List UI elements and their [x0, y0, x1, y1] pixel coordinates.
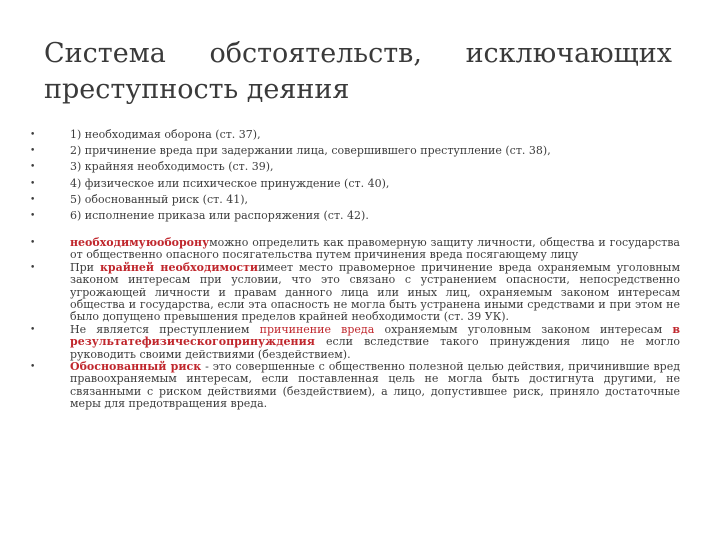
definition-defense — [30, 237, 680, 262]
circumstances-list — [30, 127, 680, 224]
list-item — [30, 192, 680, 208]
list-item-text: 2) причинение вреда при задержании лица, совершившего преступление (ст. 38), — [70, 144, 551, 158]
list-item-text: 1) необходимая оборона (ст. 37), — [70, 128, 261, 141]
list-item-text: 6) исполнение приказа или распоряжения (ст. 42). — [70, 209, 369, 223]
bullet-icon: • — [30, 362, 36, 373]
term-highlight: Обоснованный риск — [70, 360, 202, 374]
list-item — [30, 127, 680, 143]
definition-lead: При — [70, 260, 100, 274]
list-item-text: 3) крайняя необходимость (ст. 39), — [70, 160, 274, 174]
term-highlight: крайней необходимости — [99, 260, 259, 274]
bullet-icon: • — [30, 178, 36, 189]
bullet-icon: • — [30, 238, 36, 248]
definition-risk — [30, 361, 680, 411]
bullet-icon: • — [30, 211, 36, 222]
definition-text: охраняемым уголовным законом интересам — [374, 322, 673, 336]
definition-text: - это совершенные с общественно полезной целью действия, причинившие вред правоохраняемым интересам, если поставленная цель не могла быть достигнута другими, не связанными с риском действиями (бездействием), а лицо, допустившее риск, приняло достаточные меры для предотвращения вреда. — [70, 360, 680, 411]
bullet-icon: • — [30, 146, 36, 157]
list-item-text: 4) физическое или психическое принуждение (ст. 40), — [70, 176, 390, 190]
bullet-icon: • — [30, 130, 36, 140]
definition-lead: Не является преступлением — [70, 322, 260, 336]
bullet-icon: • — [30, 262, 36, 273]
list-item — [30, 143, 680, 159]
bullet-icon: • — [30, 194, 36, 205]
term-highlight: причинение вреда — [259, 322, 375, 336]
bullet-icon: • — [30, 324, 36, 335]
definition-necessity — [30, 262, 680, 324]
list-item-text: 5) обоснованный риск (ст. 41), — [70, 192, 248, 206]
term-highlight: в результатефизическогопринуждения — [70, 322, 680, 349]
definition-text: если вследствие такого принуждения лицо не могло руководить своими действиями (бездействием). — [70, 335, 680, 361]
definitions-list — [30, 237, 680, 411]
definition-text: можно определить как правомерную защиту личности, общества и государства от общественно опасного посягательства путем причинения вреда посягающему лицу — [70, 236, 680, 262]
definition-coercion — [30, 324, 680, 361]
list-item — [30, 159, 680, 175]
slide-title: Система обстоятельств, исключающих преступность деяния — [44, 38, 672, 105]
bullet-icon: • — [30, 162, 36, 173]
definition-text: имеет место правомерное причинение вреда охраняемым уголовным законом интересам при условии, что это связано с устранением опасности, непосредственно угрожающей личности и правам данного лица или иных лиц, охраняемым законом интересам общества и государства, если эта опасность не могла быть устранена иными средствами и при этом не было допущено превышения пределов крайней необходимости (ст. 39 УК). — [70, 260, 680, 324]
list-item — [30, 208, 680, 224]
list-item — [30, 176, 680, 192]
term-highlight: необходимуюоборону — [70, 236, 210, 249]
